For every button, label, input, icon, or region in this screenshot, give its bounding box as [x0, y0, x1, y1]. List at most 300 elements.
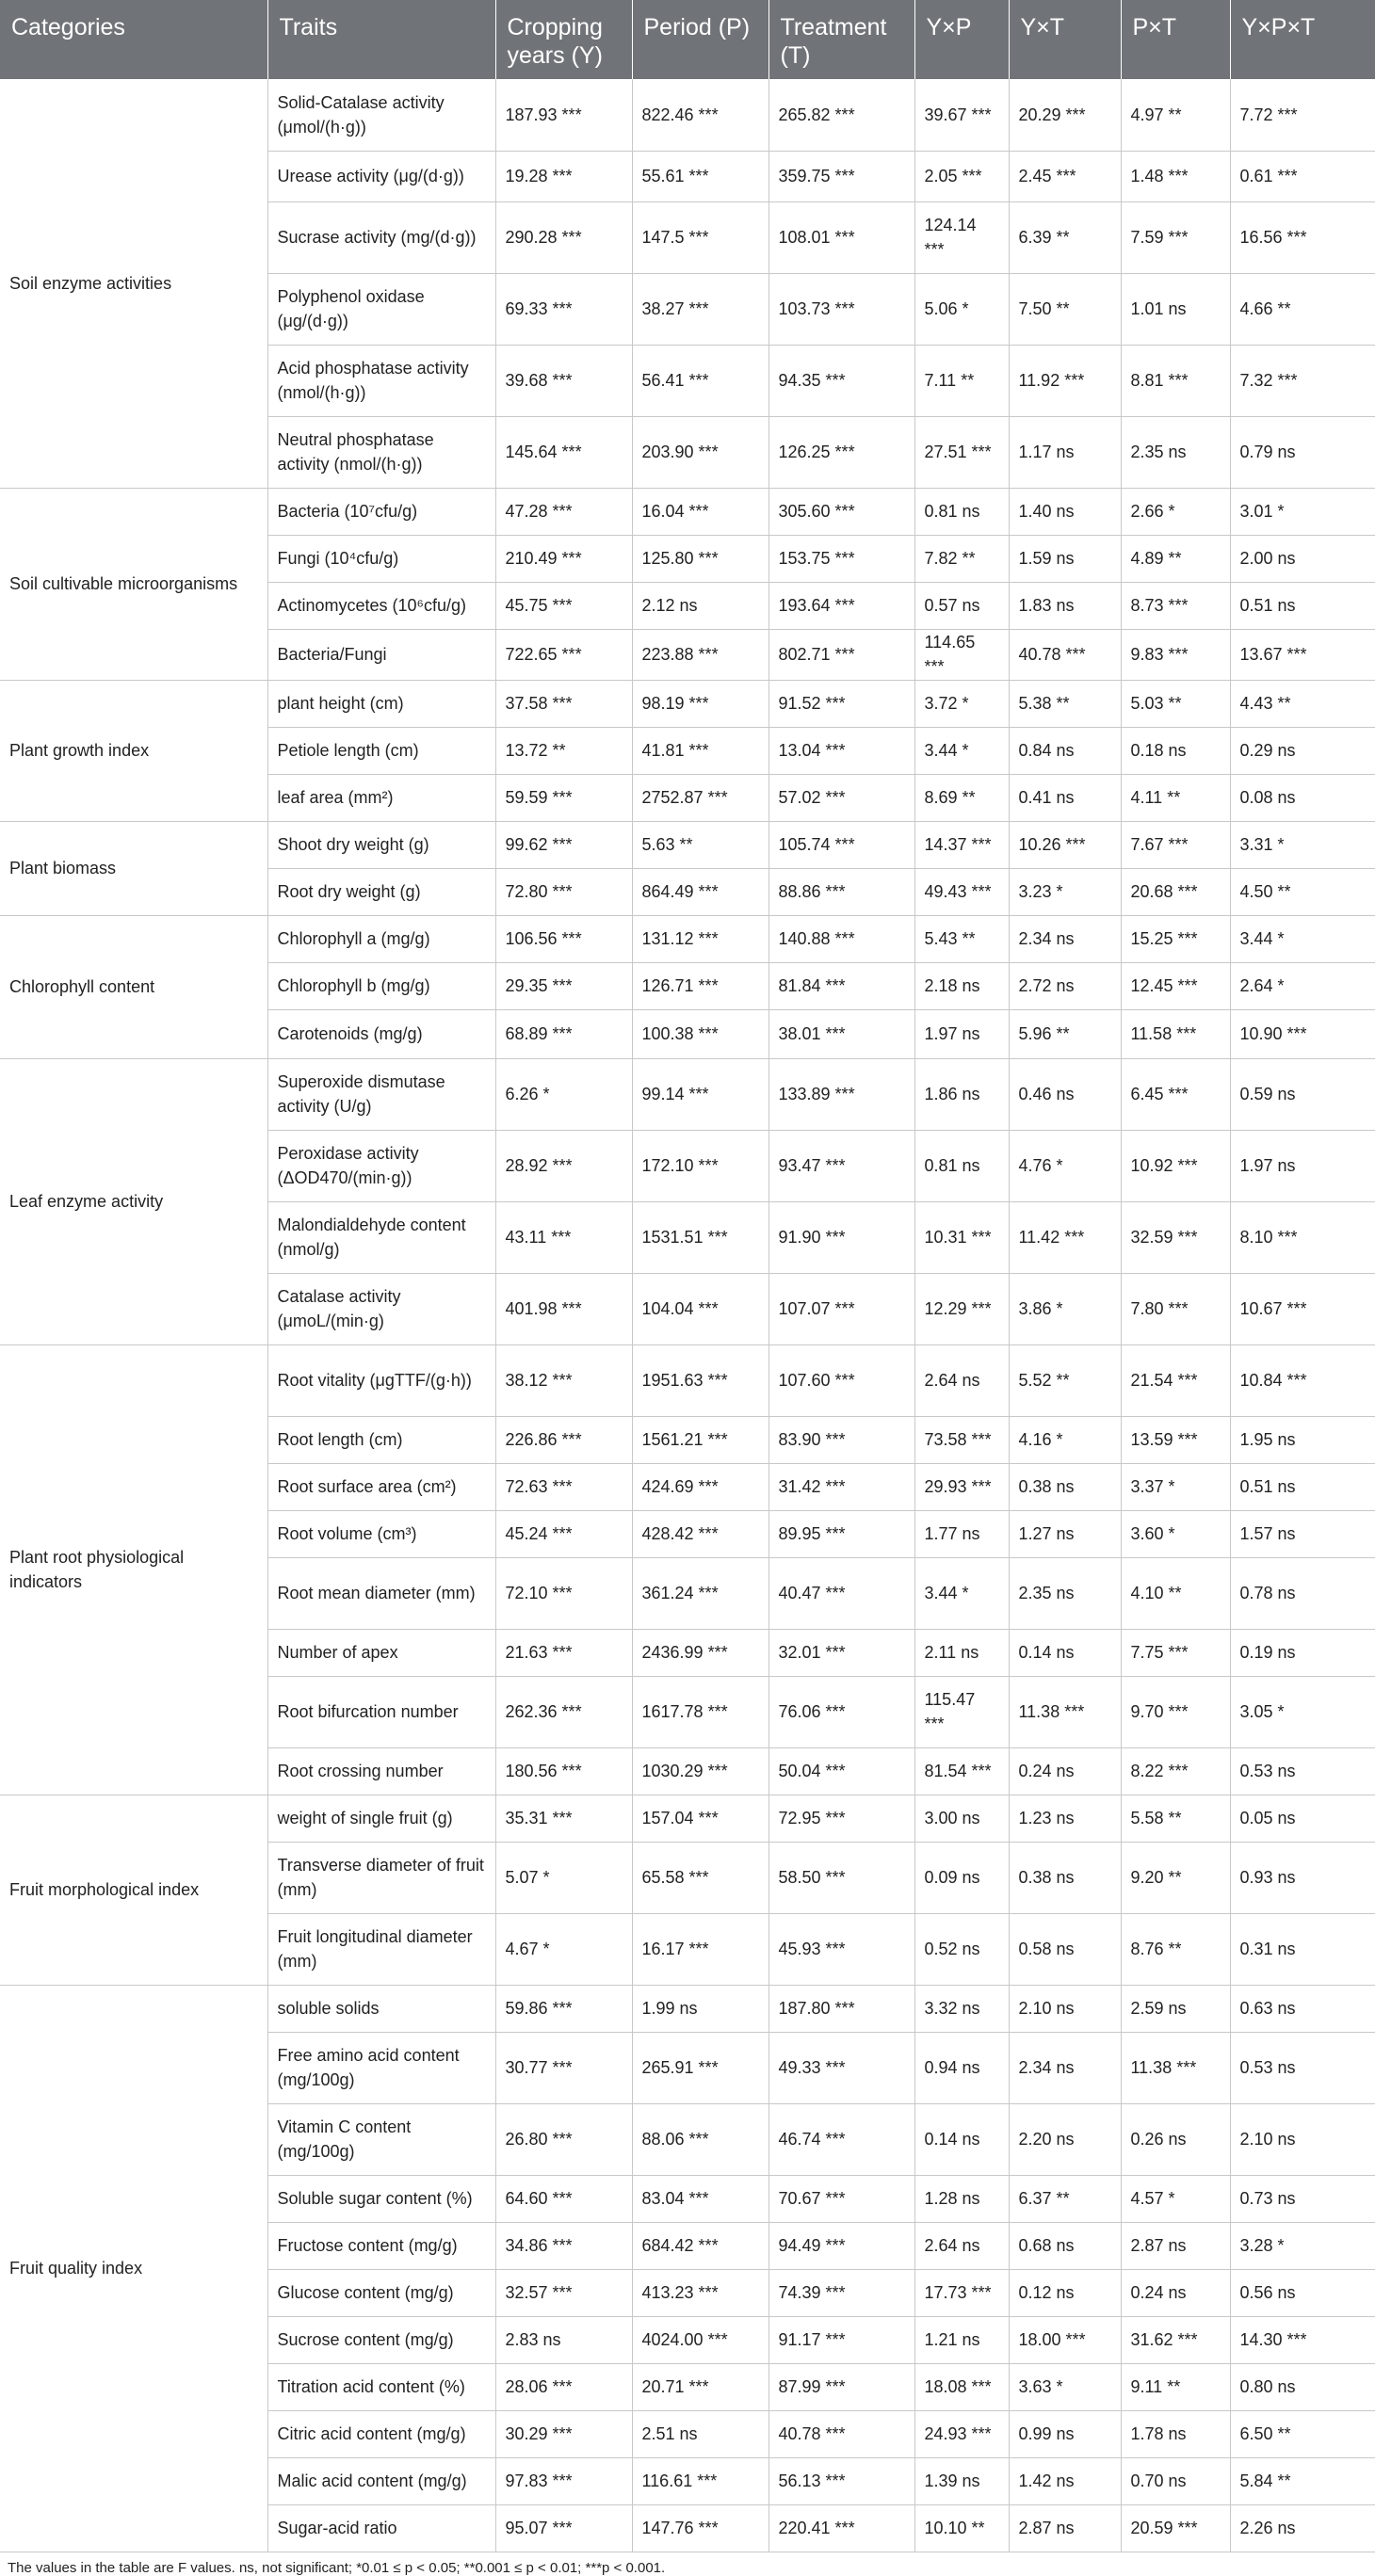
f-value-cell: 0.29 ns [1230, 727, 1375, 774]
f-value-cell: 95.07 *** [495, 2504, 632, 2552]
f-value-cell: 2.34 ns [1009, 915, 1121, 962]
f-value-cell: 1.95 ns [1230, 1416, 1375, 1463]
f-value-cell: 88.86 *** [768, 868, 914, 915]
category-cell: Plant biomass [0, 821, 267, 915]
f-value-cell: 1.23 ns [1009, 1795, 1121, 1842]
f-value-cell: 0.24 ns [1121, 2269, 1230, 2316]
f-value-cell: 87.99 *** [768, 2363, 914, 2410]
trait-cell: Malondialdehyde content (nmol/g) [267, 1201, 495, 1273]
f-value-cell: 4.76 * [1009, 1130, 1121, 1201]
f-value-cell: 8.22 *** [1121, 1747, 1230, 1795]
f-value-cell: 0.38 ns [1009, 1842, 1121, 1913]
f-value-cell: 13.67 *** [1230, 629, 1375, 680]
f-value-cell: 4024.00 *** [632, 2316, 768, 2363]
f-value-cell: 3.28 * [1230, 2222, 1375, 2269]
f-value-cell: 72.10 *** [495, 1557, 632, 1629]
f-value-cell: 40.78 *** [768, 2410, 914, 2457]
f-value-cell: 40.47 *** [768, 1557, 914, 1629]
f-value-cell: 24.93 *** [914, 2410, 1009, 2457]
f-value-cell: 3.60 * [1121, 1510, 1230, 1557]
f-value-cell: 2.20 ns [1009, 2103, 1121, 2175]
category-cell: Plant root physiological indicators [0, 1344, 267, 1795]
f-value-cell: 5.07 * [495, 1842, 632, 1913]
f-value-cell: 7.75 *** [1121, 1629, 1230, 1676]
f-value-cell: 93.47 *** [768, 1130, 914, 1201]
category-cell: Soil cultivable microorganisms [0, 488, 267, 680]
f-value-cell: 3.44 * [914, 727, 1009, 774]
f-value-cell: 94.35 *** [768, 345, 914, 416]
trait-cell: Urease activity (μg/(d·g)) [267, 151, 495, 201]
trait-cell: Carotenoids (mg/g) [267, 1009, 495, 1058]
f-value-cell: 0.53 ns [1230, 1747, 1375, 1795]
f-value-cell: 98.19 *** [632, 680, 768, 727]
table-row [0, 1795, 1375, 1842]
f-value-cell: 0.93 ns [1230, 1842, 1375, 1913]
f-value-cell: 2.45 *** [1009, 151, 1121, 201]
f-value-cell: 0.12 ns [1009, 2269, 1121, 2316]
f-value-cell: 31.62 *** [1121, 2316, 1230, 2363]
f-value-cell: 3.44 * [914, 1557, 1009, 1629]
f-value-cell: 10.10 ** [914, 2504, 1009, 2552]
f-value-cell: 81.84 *** [768, 962, 914, 1009]
table-row [0, 79, 1375, 151]
trait-cell: Solid-Catalase activity (μmol/(h·g)) [267, 79, 495, 151]
f-value-cell: 21.63 *** [495, 1629, 632, 1676]
f-value-cell: 34.86 *** [495, 2222, 632, 2269]
f-value-cell: 10.90 *** [1230, 1009, 1375, 1058]
f-value-cell: 7.80 *** [1121, 1273, 1230, 1344]
f-value-cell: 2.11 ns [914, 1629, 1009, 1676]
header-cropping-years: Cropping years (Y) [495, 0, 632, 79]
f-value-cell: 76.06 *** [768, 1676, 914, 1747]
f-value-cell: 0.46 ns [1009, 1058, 1121, 1130]
f-value-cell: 5.84 ** [1230, 2457, 1375, 2504]
f-value-cell: 20.71 *** [632, 2363, 768, 2410]
f-value-cell: 40.78 *** [1009, 629, 1121, 680]
f-value-cell: 31.42 *** [768, 1463, 914, 1510]
f-value-cell: 1030.29 *** [632, 1747, 768, 1795]
f-value-cell: 58.50 *** [768, 1842, 914, 1913]
f-value-cell: 359.75 *** [768, 151, 914, 201]
f-value-cell: 68.89 *** [495, 1009, 632, 1058]
f-value-cell: 0.56 ns [1230, 2269, 1375, 2316]
f-value-cell: 16.04 *** [632, 488, 768, 535]
f-value-cell: 9.70 *** [1121, 1676, 1230, 1747]
f-value-cell: 1.57 ns [1230, 1510, 1375, 1557]
f-value-cell: 88.06 *** [632, 2103, 768, 2175]
f-value-cell: 28.92 *** [495, 1130, 632, 1201]
header-period: Period (P) [632, 0, 768, 79]
f-value-cell: 3.23 * [1009, 868, 1121, 915]
f-value-cell: 2.12 ns [632, 582, 768, 629]
category-cell: Soil enzyme activities [0, 79, 267, 488]
f-value-cell: 4.97 ** [1121, 79, 1230, 151]
f-value-cell: 70.67 *** [768, 2175, 914, 2222]
f-value-cell: 6.37 ** [1009, 2175, 1121, 2222]
f-value-cell: 3.05 * [1230, 1676, 1375, 1747]
table-row [0, 1985, 1375, 2032]
f-value-cell: 39.67 *** [914, 79, 1009, 151]
f-value-cell: 73.58 *** [914, 1416, 1009, 1463]
f-value-cell: 39.68 *** [495, 345, 632, 416]
f-value-cell: 83.90 *** [768, 1416, 914, 1463]
f-value-cell: 0.84 ns [1009, 727, 1121, 774]
f-value-cell: 114.65 *** [914, 629, 1009, 680]
f-value-cell: 5.38 ** [1009, 680, 1121, 727]
f-value-cell: 46.74 *** [768, 2103, 914, 2175]
trait-cell: Shoot dry weight (g) [267, 821, 495, 868]
f-value-cell: 21.54 *** [1121, 1344, 1230, 1416]
f-value-cell: 10.84 *** [1230, 1344, 1375, 1416]
category-cell: Fruit morphological index [0, 1795, 267, 1985]
f-value-cell: 43.11 *** [495, 1201, 632, 1273]
f-value-cell: 72.80 *** [495, 868, 632, 915]
f-value-cell: 3.01 * [1230, 488, 1375, 535]
f-value-cell: 69.33 *** [495, 273, 632, 345]
f-value-cell: 20.68 *** [1121, 868, 1230, 915]
table-row [0, 915, 1375, 962]
trait-cell: Sucrose content (mg/g) [267, 2316, 495, 2363]
f-value-cell: 7.72 *** [1230, 79, 1375, 151]
f-value-cell: 26.80 *** [495, 2103, 632, 2175]
f-value-cell: 145.64 *** [495, 416, 632, 488]
f-value-cell: 45.24 *** [495, 1510, 632, 1557]
f-value-cell: 126.25 *** [768, 416, 914, 488]
f-value-cell: 11.38 *** [1009, 1676, 1121, 1747]
f-value-cell: 0.52 ns [914, 1913, 1009, 1985]
f-value-cell: 2.35 ns [1121, 416, 1230, 488]
f-value-cell: 1.99 ns [632, 1985, 768, 2032]
f-value-cell: 2.72 ns [1009, 962, 1121, 1009]
f-value-cell: 0.94 ns [914, 2032, 1009, 2103]
f-value-cell: 12.29 *** [914, 1273, 1009, 1344]
trait-cell: Chlorophyll a (mg/g) [267, 915, 495, 962]
f-value-cell: 401.98 *** [495, 1273, 632, 1344]
f-value-cell: 2436.99 *** [632, 1629, 768, 1676]
f-value-cell: 1.77 ns [914, 1510, 1009, 1557]
f-value-cell: 0.79 ns [1230, 416, 1375, 488]
f-value-cell: 1617.78 *** [632, 1676, 768, 1747]
f-value-cell: 5.96 ** [1009, 1009, 1121, 1058]
f-value-cell: 5.43 ** [914, 915, 1009, 962]
f-value-cell: 55.61 *** [632, 151, 768, 201]
f-value-cell: 172.10 *** [632, 1130, 768, 1201]
f-value-cell: 2.05 *** [914, 151, 1009, 201]
header-y-x-p: Y×P [914, 0, 1009, 79]
f-value-cell: 8.10 *** [1230, 1201, 1375, 1273]
trait-cell: Glucose content (mg/g) [267, 2269, 495, 2316]
f-value-cell: 108.01 *** [768, 201, 914, 273]
f-value-cell: 4.11 ** [1121, 774, 1230, 821]
f-value-cell: 0.81 ns [914, 488, 1009, 535]
f-value-cell: 6.26 * [495, 1058, 632, 1130]
f-value-cell: 14.30 *** [1230, 2316, 1375, 2363]
f-value-cell: 65.58 *** [632, 1842, 768, 1913]
f-value-cell: 27.51 *** [914, 416, 1009, 488]
f-value-cell: 29.35 *** [495, 962, 632, 1009]
f-value-cell: 11.42 *** [1009, 1201, 1121, 1273]
category-cell: Chlorophyll content [0, 915, 267, 1058]
f-value-cell: 9.20 ** [1121, 1842, 1230, 1913]
f-value-cell: 32.59 *** [1121, 1201, 1230, 1273]
trait-cell: Fructose content (mg/g) [267, 2222, 495, 2269]
f-value-cell: 0.05 ns [1230, 1795, 1375, 1842]
f-value-cell: 3.37 * [1121, 1463, 1230, 1510]
f-value-cell: 6.50 ** [1230, 2410, 1375, 2457]
f-value-cell: 424.69 *** [632, 1463, 768, 1510]
f-value-cell: 89.95 *** [768, 1510, 914, 1557]
trait-cell: Root surface area (cm²) [267, 1463, 495, 1510]
f-value-cell: 210.49 *** [495, 535, 632, 582]
f-value-cell: 124.14 *** [914, 201, 1009, 273]
trait-cell: Root crossing number [267, 1747, 495, 1795]
f-value-cell: 13.59 *** [1121, 1416, 1230, 1463]
f-value-cell: 265.82 *** [768, 79, 914, 151]
table-row [0, 821, 1375, 868]
f-value-cell: 30.29 *** [495, 2410, 632, 2457]
f-value-cell: 15.25 *** [1121, 915, 1230, 962]
table-footnote: The values in the table are F values. ns, not significant; *0.01 ≤ p < 0.05; **0.001 ≤ p < 0.01; ***p < 0.001. [8, 2559, 666, 2576]
f-value-cell: 0.53 ns [1230, 2032, 1375, 2103]
f-value-cell: 11.38 *** [1121, 2032, 1230, 2103]
f-value-cell: 3.86 * [1009, 1273, 1121, 1344]
f-value-cell: 4.89 ** [1121, 535, 1230, 582]
trait-cell: Superoxide dismutase activity (U/g) [267, 1058, 495, 1130]
f-value-cell: 14.37 *** [914, 821, 1009, 868]
f-value-cell: 12.45 *** [1121, 962, 1230, 1009]
trait-cell: Fruit longitudinal diameter (mm) [267, 1913, 495, 1985]
f-value-cell: 864.49 *** [632, 868, 768, 915]
f-value-cell: 2.64 * [1230, 962, 1375, 1009]
f-value-cell: 180.56 *** [495, 1747, 632, 1795]
trait-cell: Titration acid content (%) [267, 2363, 495, 2410]
f-value-cell: 290.28 *** [495, 201, 632, 273]
f-value-cell: 133.89 *** [768, 1058, 914, 1130]
f-value-cell: 10.67 *** [1230, 1273, 1375, 1344]
f-value-cell: 0.63 ns [1230, 1985, 1375, 2032]
header-y-x-t: Y×T [1009, 0, 1121, 79]
trait-cell: Bacteria (10⁷cfu/g) [267, 488, 495, 535]
f-value-cell: 106.56 *** [495, 915, 632, 962]
f-value-cell: 18.08 *** [914, 2363, 1009, 2410]
f-value-cell: 4.57 * [1121, 2175, 1230, 2222]
trait-cell: Root length (cm) [267, 1416, 495, 1463]
f-value-cell: 1.78 ns [1121, 2410, 1230, 2457]
f-value-cell: 2.87 ns [1121, 2222, 1230, 2269]
category-cell: Leaf enzyme activity [0, 1058, 267, 1344]
table-row [0, 488, 1375, 535]
trait-cell: Bacteria/Fungi [267, 629, 495, 680]
f-value-cell: 9.83 *** [1121, 629, 1230, 680]
trait-cell: plant height (cm) [267, 680, 495, 727]
f-value-cell: 38.01 *** [768, 1009, 914, 1058]
f-value-cell: 1.97 ns [1230, 1130, 1375, 1201]
f-value-cell: 45.75 *** [495, 582, 632, 629]
f-value-cell: 147.5 *** [632, 201, 768, 273]
f-value-cell: 7.32 *** [1230, 345, 1375, 416]
f-value-cell: 0.08 ns [1230, 774, 1375, 821]
f-value-cell: 2.64 ns [914, 2222, 1009, 2269]
header-treatment: Treatment (T) [768, 0, 914, 79]
trait-cell: Sugar-acid ratio [267, 2504, 495, 2552]
f-value-cell: 49.33 *** [768, 2032, 914, 2103]
f-value-cell: 97.83 *** [495, 2457, 632, 2504]
f-value-cell: 72.95 *** [768, 1795, 914, 1842]
f-value-cell: 0.80 ns [1230, 2363, 1375, 2410]
f-value-cell: 305.60 *** [768, 488, 914, 535]
category-cell: Plant growth index [0, 680, 267, 821]
trait-cell: Root dry weight (g) [267, 868, 495, 915]
f-value-cell: 91.17 *** [768, 2316, 914, 2363]
header-categories: Categories [0, 0, 267, 79]
trait-cell: Peroxidase activity (ΔOD470/(min·g)) [267, 1130, 495, 1201]
trait-cell: weight of single fruit (g) [267, 1795, 495, 1842]
f-value-cell: 0.70 ns [1121, 2457, 1230, 2504]
f-value-cell: 19.28 *** [495, 151, 632, 201]
f-value-cell: 262.36 *** [495, 1676, 632, 1747]
f-value-cell: 126.71 *** [632, 962, 768, 1009]
f-value-cell: 4.67 * [495, 1913, 632, 1985]
f-value-cell: 193.64 *** [768, 582, 914, 629]
f-value-cell: 0.61 *** [1230, 151, 1375, 201]
f-value-cell: 2.35 ns [1009, 1557, 1121, 1629]
f-value-cell: 72.63 *** [495, 1463, 632, 1510]
f-value-cell: 0.38 ns [1009, 1463, 1121, 1510]
f-value-cell: 0.51 ns [1230, 582, 1375, 629]
f-value-cell: 18.00 *** [1009, 2316, 1121, 2363]
f-value-cell: 28.06 *** [495, 2363, 632, 2410]
f-value-cell: 0.99 ns [1009, 2410, 1121, 2457]
f-value-cell: 4.10 ** [1121, 1557, 1230, 1629]
f-value-cell: 684.42 *** [632, 2222, 768, 2269]
f-value-cell: 0.81 ns [914, 1130, 1009, 1201]
f-value-cell: 29.93 *** [914, 1463, 1009, 1510]
f-value-cell: 9.11 ** [1121, 2363, 1230, 2410]
f-value-cell: 0.09 ns [914, 1842, 1009, 1913]
f-value-cell: 83.04 *** [632, 2175, 768, 2222]
trait-cell: Citric acid content (mg/g) [267, 2410, 495, 2457]
trait-cell: Acid phosphatase activity (nmol/(h·g)) [267, 345, 495, 416]
trait-cell: leaf area (mm²) [267, 774, 495, 821]
f-value-cell: 17.73 *** [914, 2269, 1009, 2316]
f-value-cell: 47.28 *** [495, 488, 632, 535]
trait-cell: soluble solids [267, 1985, 495, 2032]
f-value-cell: 16.56 *** [1230, 201, 1375, 273]
f-value-cell: 2.51 ns [632, 2410, 768, 2457]
trait-cell: Petiole length (cm) [267, 727, 495, 774]
f-value-cell: 45.93 *** [768, 1913, 914, 1985]
f-value-cell: 0.51 ns [1230, 1463, 1375, 1510]
f-value-cell: 187.93 *** [495, 79, 632, 151]
f-value-cell: 74.39 *** [768, 2269, 914, 2316]
trait-cell: Sucrase activity (mg/(d·g)) [267, 201, 495, 273]
trait-cell: Chlorophyll b (mg/g) [267, 962, 495, 1009]
f-value-cell: 7.82 ** [914, 535, 1009, 582]
header-y-x-p-x-t: Y×P×T [1230, 0, 1375, 79]
f-value-cell: 1.28 ns [914, 2175, 1009, 2222]
f-value-cell: 41.81 *** [632, 727, 768, 774]
f-value-cell: 38.12 *** [495, 1344, 632, 1416]
f-value-cell: 1951.63 *** [632, 1344, 768, 1416]
trait-cell: Soluble sugar content (%) [267, 2175, 495, 2222]
f-value-cell: 4.50 ** [1230, 868, 1375, 915]
f-value-cell: 2.10 ns [1230, 2103, 1375, 2175]
f-value-cell: 1561.21 *** [632, 1416, 768, 1463]
f-value-cell: 1531.51 *** [632, 1201, 768, 1273]
f-value-cell: 50.04 *** [768, 1747, 914, 1795]
f-value-cell: 0.73 ns [1230, 2175, 1375, 2222]
f-value-cell: 99.14 *** [632, 1058, 768, 1130]
trait-cell: Root vitality (μgTTF/(g·h)) [267, 1344, 495, 1416]
trait-cell: Catalase activity (μmoL/(min·g) [267, 1273, 495, 1344]
f-value-cell: 3.00 ns [914, 1795, 1009, 1842]
f-value-cell: 91.90 *** [768, 1201, 914, 1273]
f-value-cell: 0.68 ns [1009, 2222, 1121, 2269]
f-value-cell: 5.03 ** [1121, 680, 1230, 727]
f-value-cell: 203.90 *** [632, 416, 768, 488]
f-value-cell: 94.49 *** [768, 2222, 914, 2269]
f-value-cell: 1.59 ns [1009, 535, 1121, 582]
f-value-cell: 2.10 ns [1009, 1985, 1121, 2032]
f-value-cell: 56.41 *** [632, 345, 768, 416]
f-value-cell: 7.67 *** [1121, 821, 1230, 868]
trait-cell: Number of apex [267, 1629, 495, 1676]
f-value-cell: 3.32 ns [914, 1985, 1009, 2032]
f-value-cell: 4.66 ** [1230, 273, 1375, 345]
f-value-cell: 7.50 ** [1009, 273, 1121, 345]
trait-cell: Fungi (10⁴cfu/g) [267, 535, 495, 582]
f-value-cell: 7.11 ** [914, 345, 1009, 416]
f-value-cell: 1.39 ns [914, 2457, 1009, 2504]
f-value-cell: 8.76 ** [1121, 1913, 1230, 1985]
table-row [0, 1058, 1375, 1130]
table-body [0, 79, 1375, 2552]
f-value-cell: 140.88 *** [768, 915, 914, 962]
f-value-cell: 187.80 *** [768, 1985, 914, 2032]
f-value-cell: 1.40 ns [1009, 488, 1121, 535]
f-value-cell: 104.04 *** [632, 1273, 768, 1344]
f-value-cell: 0.78 ns [1230, 1557, 1375, 1629]
header-row [0, 0, 1375, 79]
f-value-cell: 6.39 ** [1009, 201, 1121, 273]
f-value-cell: 0.18 ns [1121, 727, 1230, 774]
trait-cell: Neutral phosphatase activity (nmol/(h·g)) [267, 416, 495, 488]
f-value-cell: 2.59 ns [1121, 1985, 1230, 2032]
f-value-cell: 8.69 ** [914, 774, 1009, 821]
f-value-cell: 1.97 ns [914, 1009, 1009, 1058]
f-value-cell: 0.41 ns [1009, 774, 1121, 821]
f-value-cell: 11.58 *** [1121, 1009, 1230, 1058]
trait-cell: Root bifurcation number [267, 1676, 495, 1747]
f-value-cell: 103.73 *** [768, 273, 914, 345]
trait-cell: Actinomycetes (10⁶cfu/g) [267, 582, 495, 629]
f-value-cell: 3.63 * [1009, 2363, 1121, 2410]
f-value-cell: 802.71 *** [768, 629, 914, 680]
f-value-cell: 1.83 ns [1009, 582, 1121, 629]
f-value-cell: 38.27 *** [632, 273, 768, 345]
f-value-cell: 1.01 ns [1121, 273, 1230, 345]
f-value-cell: 223.88 *** [632, 629, 768, 680]
f-value-cell: 7.59 *** [1121, 201, 1230, 273]
f-value-cell: 4.43 ** [1230, 680, 1375, 727]
trait-cell: Root mean diameter (mm) [267, 1557, 495, 1629]
f-value-cell: 0.31 ns [1230, 1913, 1375, 1985]
f-value-cell: 0.19 ns [1230, 1629, 1375, 1676]
f-value-cell: 64.60 *** [495, 2175, 632, 2222]
f-value-cell: 8.81 *** [1121, 345, 1230, 416]
f-value-cell: 37.58 *** [495, 680, 632, 727]
f-value-cell: 822.46 *** [632, 79, 768, 151]
